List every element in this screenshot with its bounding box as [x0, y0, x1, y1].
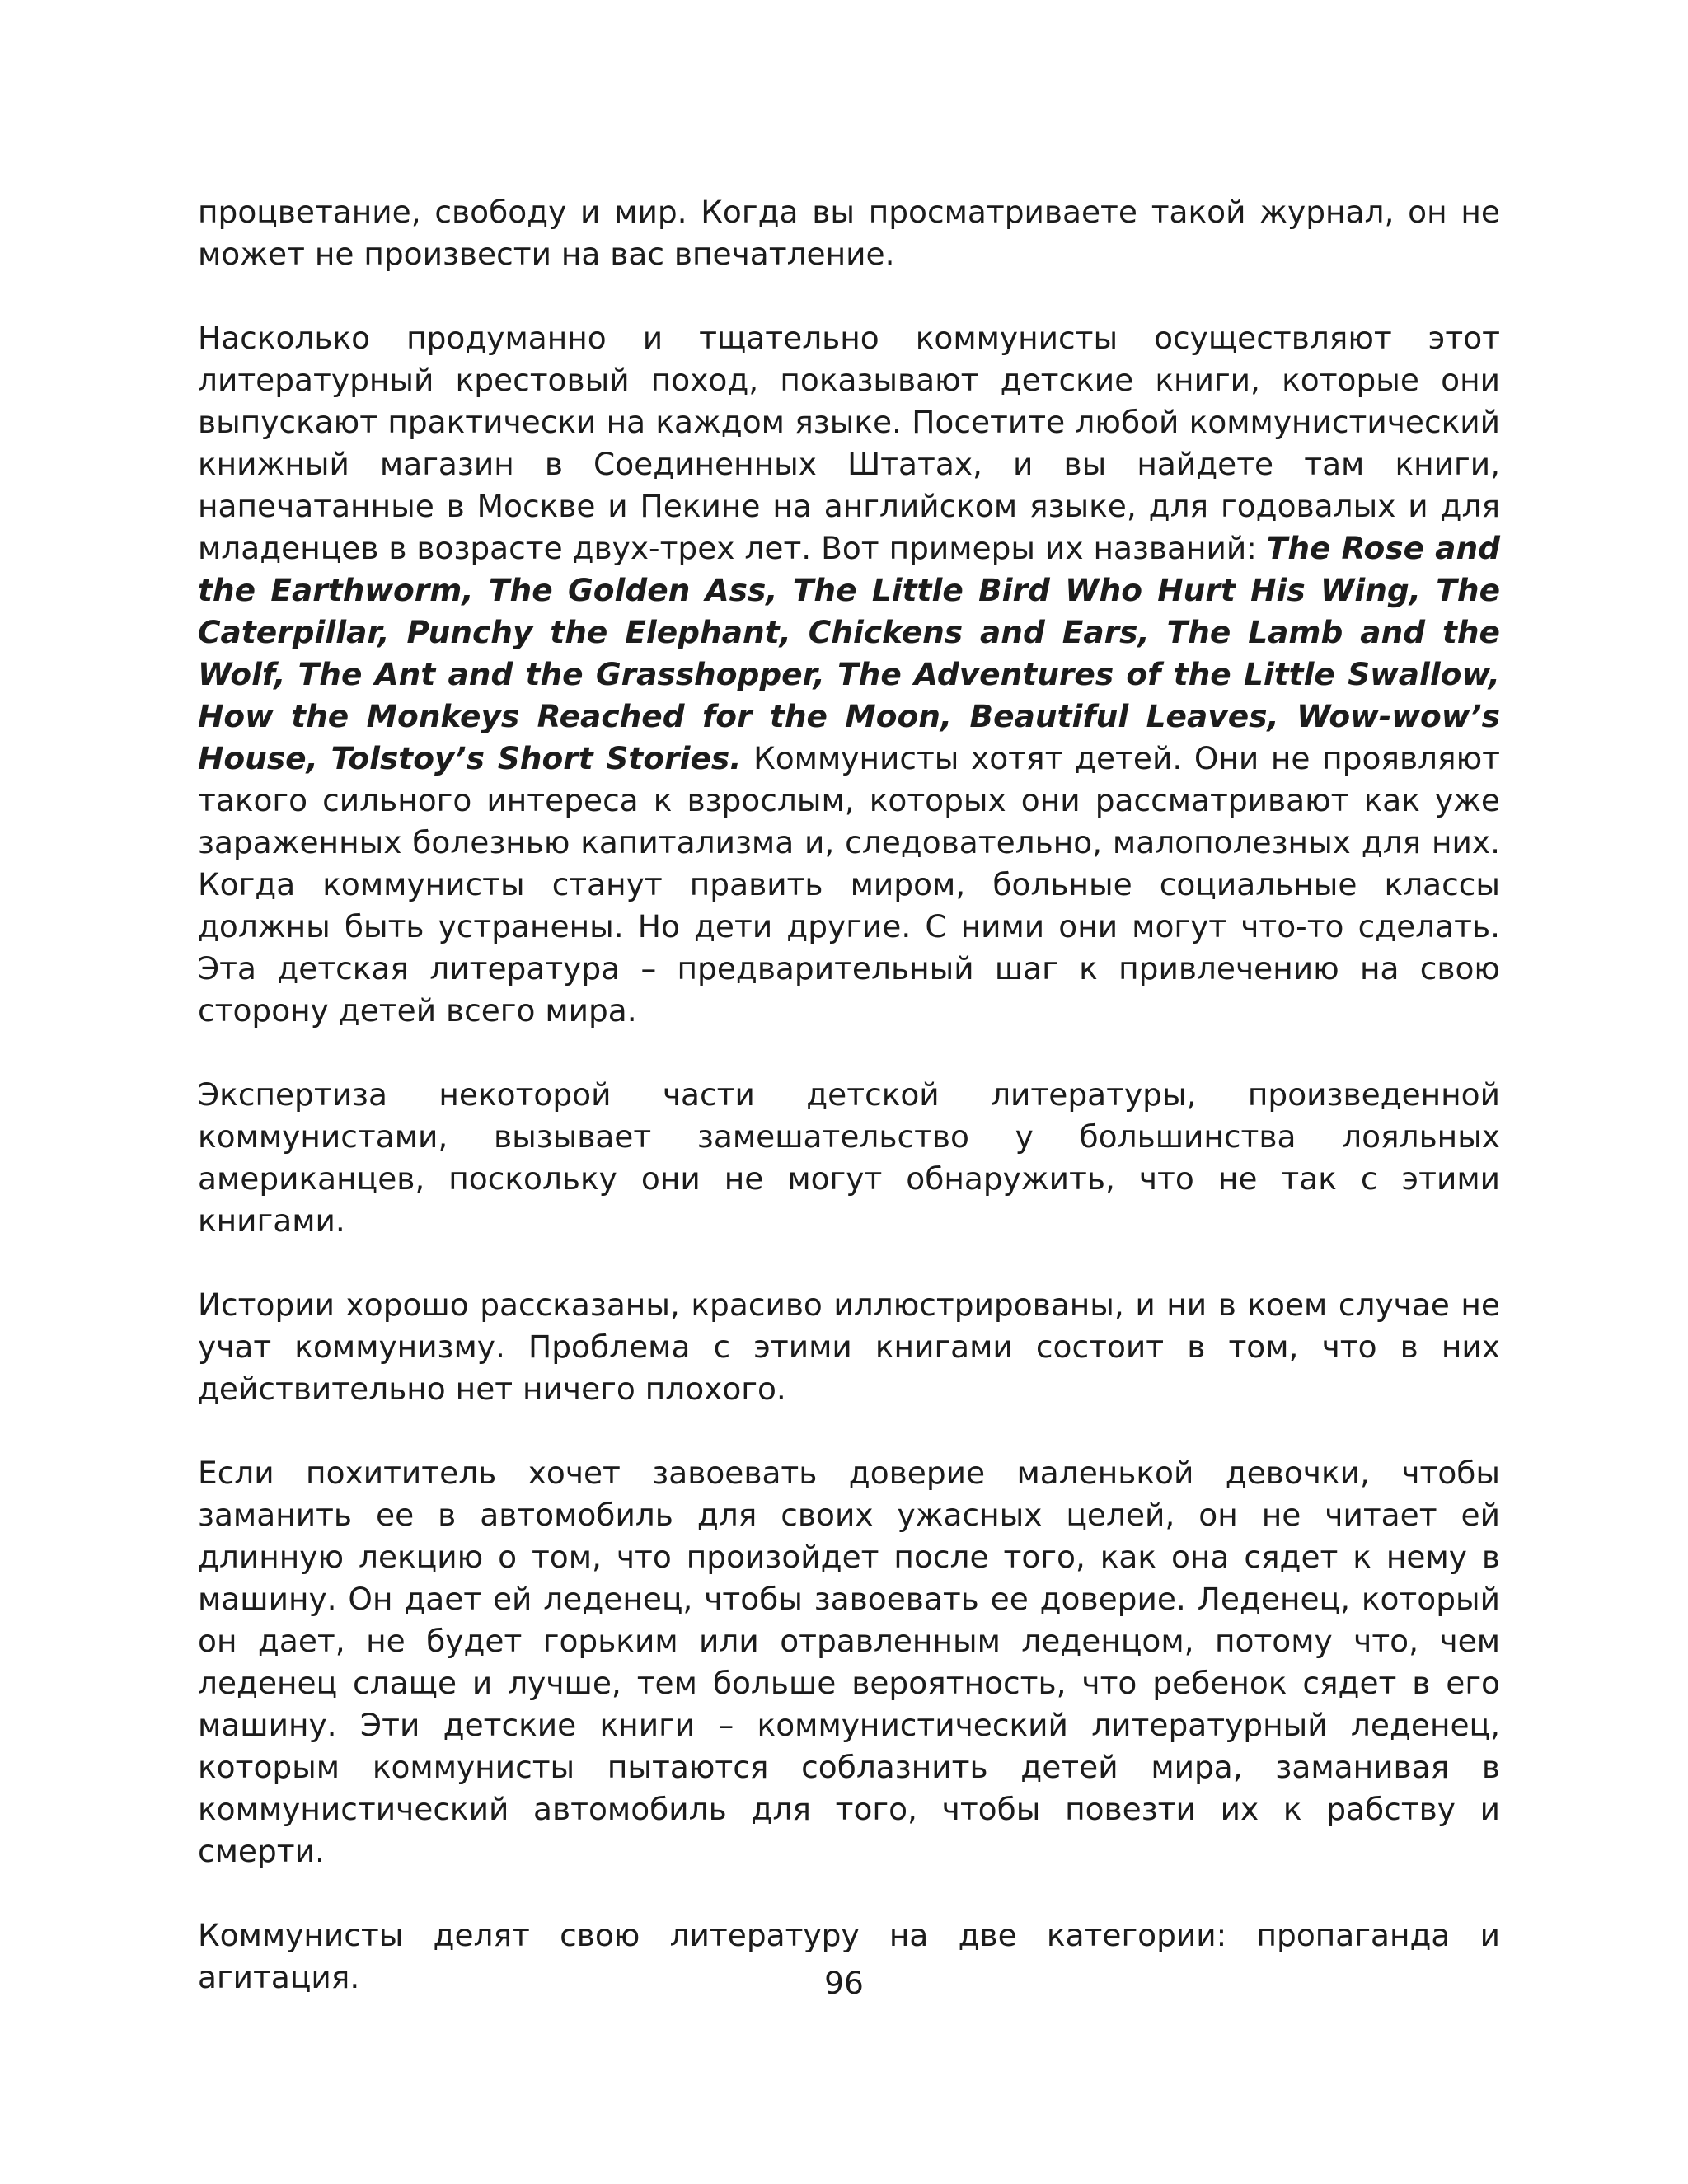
book-titles: The Rose and the Earthworm, The Golden Ass, The Little Bird Who Hurt His Wing, The Caterpillar, Punchy the Elephant, Chickens and Ears, The Lamb and the Wolf, The Ant and the Grasshopper, The Adventures of the Little Swallow, How the Monkeys Reached for the Moon, Beautiful Leaves, Wow-wow’s House, Tolstoy’s Short Stories.	[198, 530, 1500, 776]
paragraph-1: процветание, свободу и мир. Когда вы просматриваете такой журнал, он не может не произвести на вас впечатление.	[198, 194, 1500, 272]
paragraph-2-rest: Коммунисты хотят детей. Они не проявляют такого сильного интереса к взрослым, которых они рассматривают как уже зараженных болезнью капитализма и, следовательно, малополезных для них. Когда коммунисты станут править миром, больные социальные классы должны быть устранены. Но дети другие. С ними они могут что-то сделать. Эта детская литература – предварительный шаг к привлечению на свою сторону детей всего мира.	[198, 740, 1500, 1029]
paragraph-3: Экспертиза некоторой части детской литературы, произведенной коммунистами, вызывает замешательство у большинства лояльных американцев, поскольку они не могут обнаружить, что не так с этими книгами.	[198, 1076, 1500, 1239]
paragraph-6: Коммунисты делят свою литературу на две категории: пропаганда и агитация.	[198, 1917, 1500, 1995]
page-body	[198, 191, 1500, 2041]
paragraph-2-intro: Насколько продуманно и тщательно коммунисты осуществляют этот литературный крестовый поход, показывают детские книги, которые они выпускают практически на каждом языке. Посетите любой коммунистический книжный магазин в Соединенных Штатах, и вы найдете там книги, напечатанные в Москве и Пекине на английском языке, для годовалых и для младенцев в возрасте двух-трех лет. Вот примеры их названий:	[198, 320, 1500, 566]
paragraph-5: Если похититель хочет завоевать доверие маленькой девочки, чтобы заманить ее в автомобиль для своих ужасных целей, он не читает ей длинную лекцию о том, что произойдет после того, как она сядет к нему в машину. Он дает ей леденец, чтобы завоевать ее доверие. Леденец, который он дает, не будет горьким или отравленным леденцом, потому что, чем леденец слаще и лучше, тем больше вероятность, что ребенок сядет в его машину. Эти детские книги – коммунистический литературный леденец, которым коммунисты пытаются соблазнить детей мира, заманивая в коммунистический автомобиль для того, чтобы повезти их к рабству и смерти.	[198, 1455, 1500, 1869]
page-number: 96	[824, 1965, 864, 2001]
paragraph-2	[198, 317, 1500, 1032]
paragraph-4: Истории хорошо рассказаны, красиво иллюстрированы, и ни в коем случае не учат коммунизму. Проблема с этими книгами состоит в том, что в них действительно нет ничего плохого.	[198, 1286, 1500, 1407]
